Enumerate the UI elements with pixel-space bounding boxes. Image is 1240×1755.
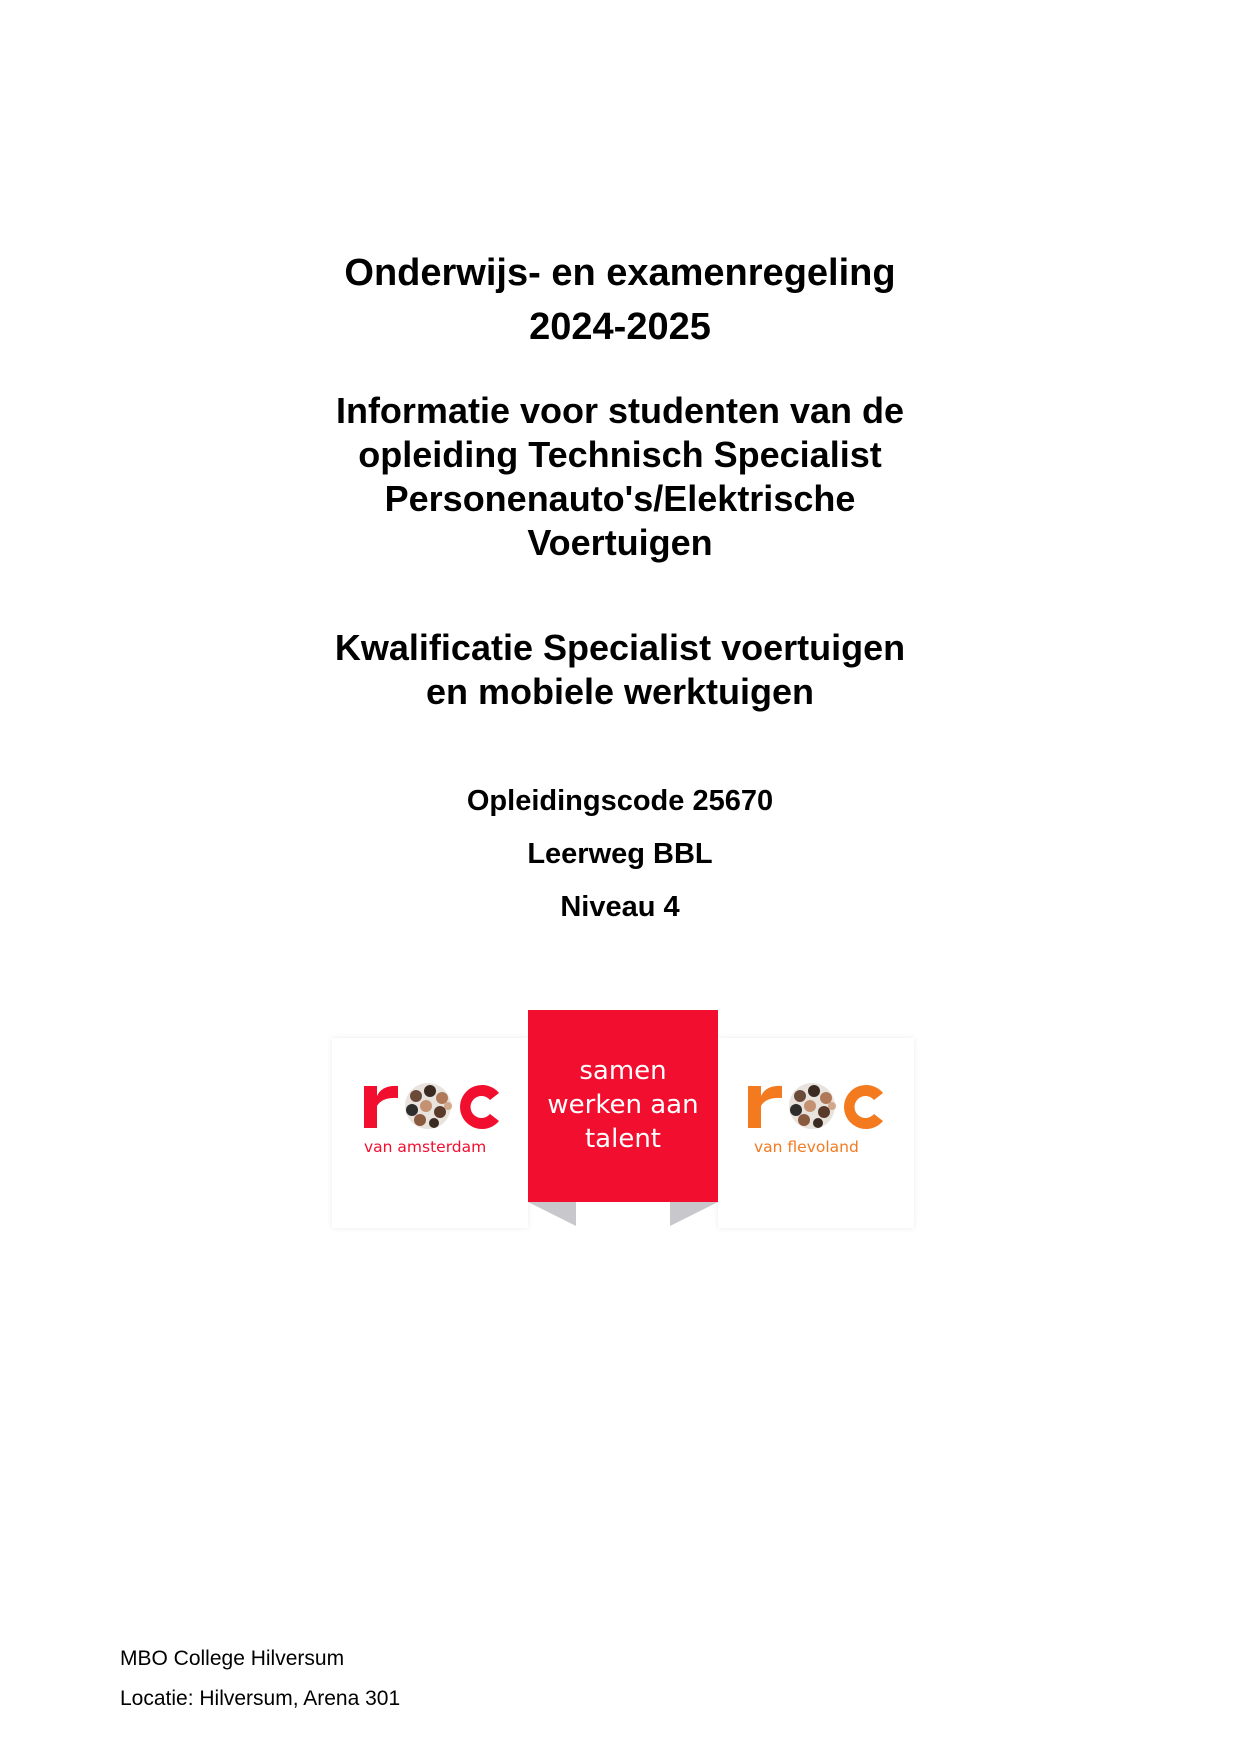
title-line-1: Onderwijs- en examenregeling — [344, 252, 896, 294]
slogan-line-3: talent — [584, 1124, 662, 1154]
slogan-box — [528, 1010, 718, 1202]
info-line-1: Informatie voor studenten van de — [335, 390, 905, 431]
roc-amsterdam-logo — [362, 1072, 512, 1162]
program-details — [0, 775, 1240, 934]
slogan-line-2: werken aan — [547, 1090, 699, 1120]
slogan-line-1: samen — [579, 1056, 667, 1086]
roc-flevoland-logo — [746, 1072, 896, 1162]
qualification-heading — [0, 626, 1240, 714]
info-line-4: Voertuigen — [527, 522, 713, 563]
roc-amsterdam-subtitle: van amsterdam — [364, 1138, 487, 1156]
ribbon-fold-right — [670, 1202, 718, 1226]
qualification-line-2: en mobiele werktuigen — [425, 671, 815, 712]
program-niveau: Niveau 4 — [560, 891, 680, 923]
info-line-2: opleiding Technisch Specialist — [358, 434, 882, 475]
document-title — [0, 246, 1240, 354]
program-code: Opleidingscode 25670 — [466, 785, 774, 817]
roc-flevoland-subtitle: van flevoland — [754, 1138, 859, 1156]
qualification-line-1: Kwalificatie Specialist voertuigen — [334, 627, 906, 668]
footer-location: Locatie: Hilversum, Arena 301 — [120, 1687, 401, 1710]
info-heading — [0, 389, 1240, 565]
info-line-3: Personenauto's/Elektrische — [384, 478, 856, 519]
ribbon-fold-left — [528, 1202, 576, 1226]
roc-logo-banner — [332, 1010, 914, 1235]
program-leerweg: Leerweg BBL — [527, 838, 713, 870]
title-year: 2024-2025 — [529, 306, 711, 348]
footer-college: MBO College Hilversum — [120, 1647, 345, 1670]
